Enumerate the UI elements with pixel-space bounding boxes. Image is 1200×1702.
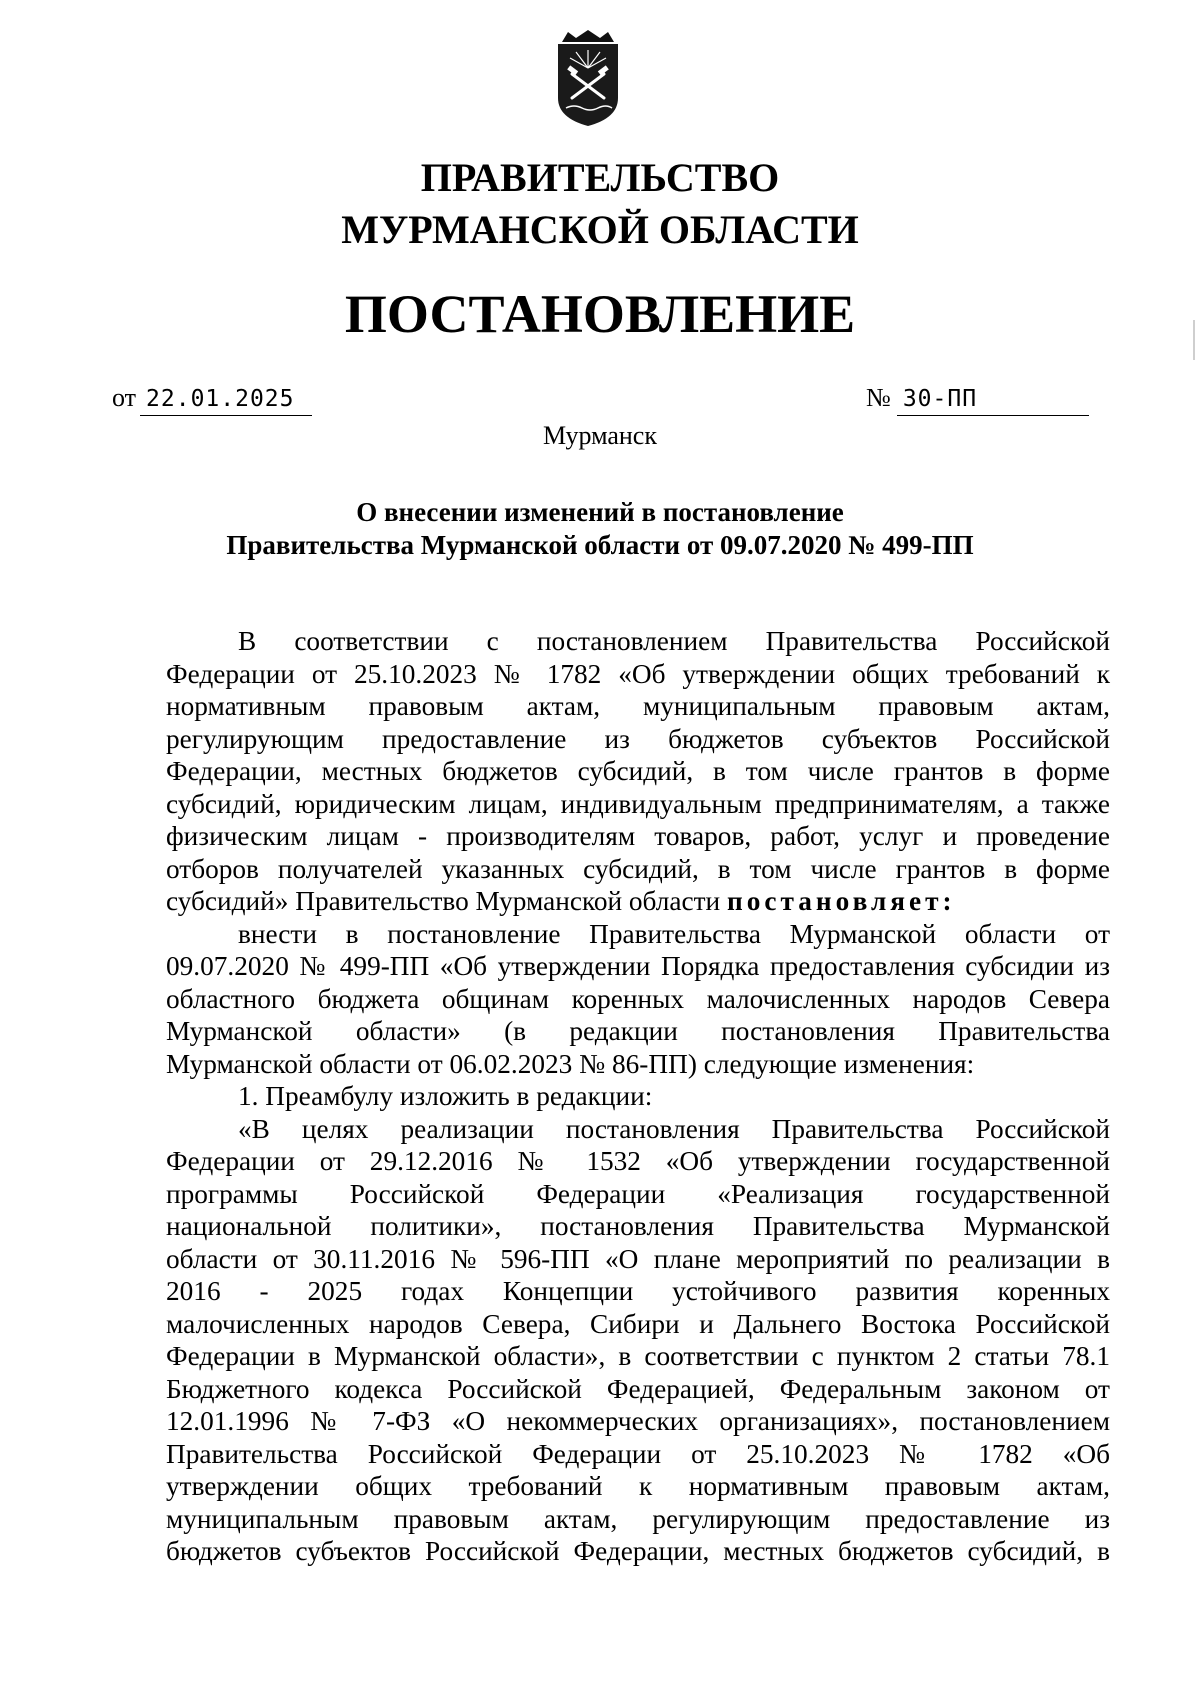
body-line: Бюджетного кодекса Российской Федерацией, Федеральным законом от (166, 1373, 1110, 1404)
body-line: физическим лицам - производителям товаров, работ, услуг и проведение (166, 821, 1110, 851)
list-item: 1. Преамбулу изложить в редакции: (238, 1081, 653, 1111)
body-line: малочисленных народов Севера, Сибири и Дальнего Востока Российской (166, 1308, 1110, 1339)
date-prefix: от (112, 383, 137, 412)
subject-line-1: О внесении изменений в постановление (356, 497, 844, 527)
body-line: 12.01.1996 № 7-ФЗ «О некоммерческих организациях», постановлением (166, 1406, 1110, 1436)
body-line: областного бюджета общинам коренных малочисленных народов Севера (166, 983, 1110, 1014)
body-line: «В целях реализации постановления Правительства Российской (238, 1113, 1110, 1144)
body-line: 09.07.2020 № 499-ПП «Об утверждении Порядка предоставления субсидии из (166, 951, 1110, 981)
document-subject (160, 496, 1040, 562)
scan-edge-mark (1193, 320, 1195, 360)
body-line: Мурманской области от 06.02.2023 № 86-ПП) следующие изменения: (166, 1048, 975, 1079)
body-line (166, 885, 1110, 918)
body-line: нормативным правовым актам, муниципальным правовым актам, (166, 691, 1110, 721)
body-line: Правительства Российской Федерации от 25.10.2023 № 1782 «Об (166, 1438, 1110, 1469)
body-line: национальной политики», постановления Правительства Мурманской (166, 1211, 1110, 1241)
number-prefix: № (866, 383, 891, 412)
date-line (112, 382, 312, 416)
body-line: программы Российской Федерации «Реализация государственной (166, 1178, 1110, 1209)
document-body (166, 625, 1110, 1568)
body-line: утверждении общих требований к нормативным правовым актам, (166, 1471, 1110, 1501)
body-line: бюджетов субъектов Российской Федерации, местных бюджетов субсидий, в (166, 1536, 1110, 1566)
org-line-1: ПРАВИТЕЛЬСТВО (420, 155, 780, 200)
body-line: Федерации в Мурманской области», в соответствии с пунктом 2 статьи 78.1 (166, 1341, 1110, 1371)
document-date: 22.01.2025 (140, 383, 312, 416)
document-type-title: ПОСТАНОВЛЕНИЕ (344, 284, 856, 344)
subject-line-2: Правительства Мурманской области от 09.07.2020 № 499-ПП (226, 530, 974, 560)
body-line-text: субсидий» Правительство Мурманской области (166, 886, 721, 916)
body-line: Федерации от 29.12.2016 № 1532 «Об утверждении государственной (166, 1146, 1110, 1176)
resolution-keyword: постановляет: (726, 886, 956, 916)
body-line: Федерации от 25.10.2023 № 1782 «Об утверждении общих требований к (166, 658, 1110, 689)
body-line: 2016 - 2025 годах Концепции устойчивого развития коренных (166, 1276, 1110, 1306)
body-line: отборов получателей указанных субсидий, в том числе грантов в форме (166, 853, 1110, 884)
organization-name (300, 152, 900, 256)
number-line (866, 382, 1089, 416)
body-line: области от 30.11.2016 № 596-ПП «О плане мероприятий по реализации в (166, 1243, 1110, 1274)
org-line-2: МУРМАНСКОЙ ОБЛАСТИ (341, 207, 859, 252)
body-line: Мурманской области» (в редакции постановления Правительства (166, 1016, 1110, 1046)
body-line: регулирующим предоставление из бюджетов субъектов Российской (166, 723, 1110, 754)
body-line: В соответствии с постановлением Правительства Российской (238, 626, 1110, 656)
body-line: муниципальным правовым актам, регулирующим предоставление из (166, 1503, 1110, 1534)
body-line: внести в постановление Правительства Мурманской области от (238, 918, 1110, 949)
body-line: субсидий, юридическим лицам, индивидуальным предпринимателям, а также (166, 788, 1110, 819)
body-line: Федерации, местных бюджетов субсидий, в том числе грантов в форме (166, 756, 1110, 786)
document-number: 30-ПП (897, 383, 1089, 416)
coat-of-arms-emblem-icon (548, 28, 628, 128)
city: Мурманск (543, 421, 657, 450)
